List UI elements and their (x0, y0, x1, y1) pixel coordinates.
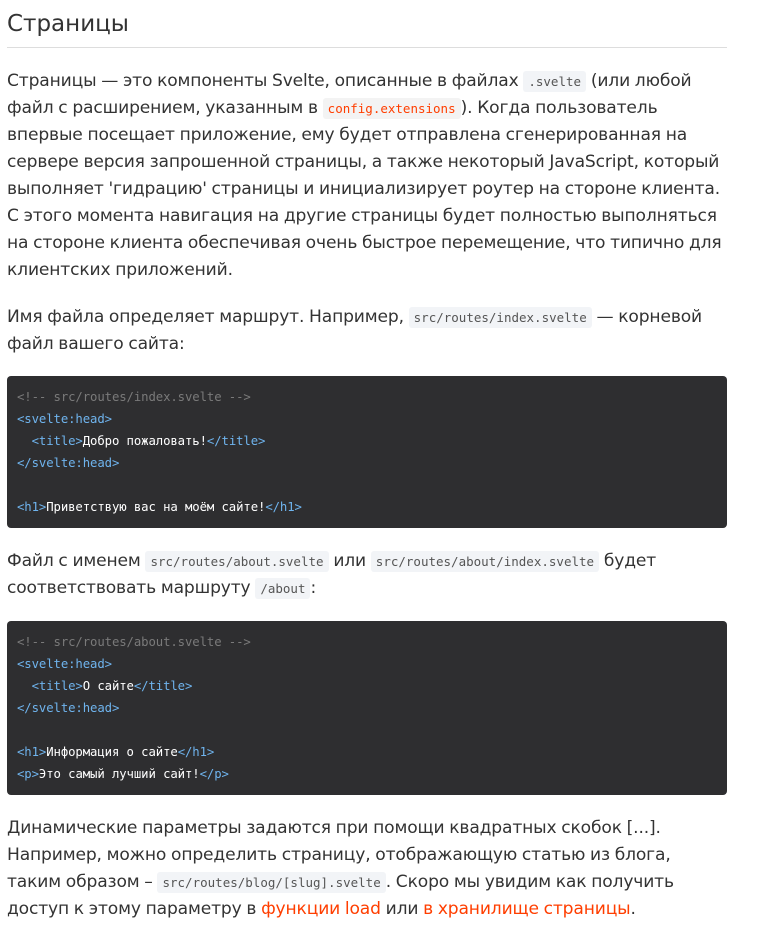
page-store-link[interactable]: в хранилище страницы (423, 899, 631, 919)
inline-code: /about (255, 578, 310, 599)
code-tag: <title> (31, 434, 83, 448)
routing-paragraph: Имя файла определяет маршрут. Например, src/routes/index.svelte — корневой файл вашего сайта: (7, 307, 703, 354)
code-tag: </svelte:head> (17, 456, 120, 470)
code-tag: </h1> (177, 745, 215, 759)
code-comment: <!-- src/routes/about.svelte --> (17, 635, 251, 649)
about-paragraph: Файл с именем src/routes/about.svelte или src/routes/about/index.svelte будет соответствовать маршруту /about : (7, 551, 657, 598)
code-tag: </title> (133, 679, 193, 693)
code-tag: <h1> (17, 745, 47, 759)
code-block-index (7, 376, 727, 528)
code-text: Информация о сайте (46, 745, 178, 759)
code-tag: </svelte:head> (17, 701, 120, 715)
code-tag: </title> (206, 434, 266, 448)
inline-code: src/routes/blog/[slug].svelte (157, 872, 385, 893)
code-text: Добро пожаловать! (82, 434, 207, 448)
code-tag: <svelte:head> (17, 657, 112, 671)
code-tag: <h1> (17, 500, 47, 514)
page-title: Страницы (7, 0, 727, 48)
code-tag: <p> (17, 767, 39, 781)
intro-paragraph: Страницы — это компоненты Svelte, описанные в файлах .svelte (или любой файл с расширением, указанным в config.extensions ). Когда пользователь впервые посещает приложение, ему будет отправлена сгенерированная на сервере версия запрошенной страницы, а также некоторый JavaScript, который выполняет 'гидрацию' страницы и инициализирует роутер на стороне клиента. С этого момента навигация на другие страницы будет полностью выполняться на стороне клиента обеспечивая очень быстрое перемещение, что типично для клиентских приложений. (7, 71, 722, 280)
code-tag: </p> (199, 767, 229, 781)
inline-code: config.extensions (323, 98, 461, 119)
code-tag: <title> (31, 679, 83, 693)
inline-code: src/routes/about.svelte (145, 551, 328, 572)
inline-code: .svelte (523, 71, 586, 92)
code-tag: <svelte:head> (17, 412, 112, 426)
code-tag: </h1> (265, 500, 302, 514)
code-block-about (7, 621, 727, 795)
code-comment: <!-- src/routes/index.svelte --> (17, 390, 251, 404)
article (7, 0, 727, 923)
load-function-link[interactable]: функции load (261, 899, 381, 919)
inline-code: src/routes/about/index.svelte (371, 551, 599, 572)
inline-code: src/routes/index.svelte (409, 307, 592, 328)
code-text: О сайте (82, 679, 134, 693)
code-text: Приветствую вас на моём сайте! (46, 500, 266, 514)
dynamic-paragraph: Динамические параметры задаются при помощи квадратных скобок [...]. Например, можно определить страницу, отображающую статью из блога, таким образом – src/routes/blog/[slug].svelte . Скоро мы увидим как получить доступ к этому параметру в функции load или в хранилище страницы. (7, 818, 674, 919)
code-text: Это самый лучший сайт! (38, 767, 200, 781)
